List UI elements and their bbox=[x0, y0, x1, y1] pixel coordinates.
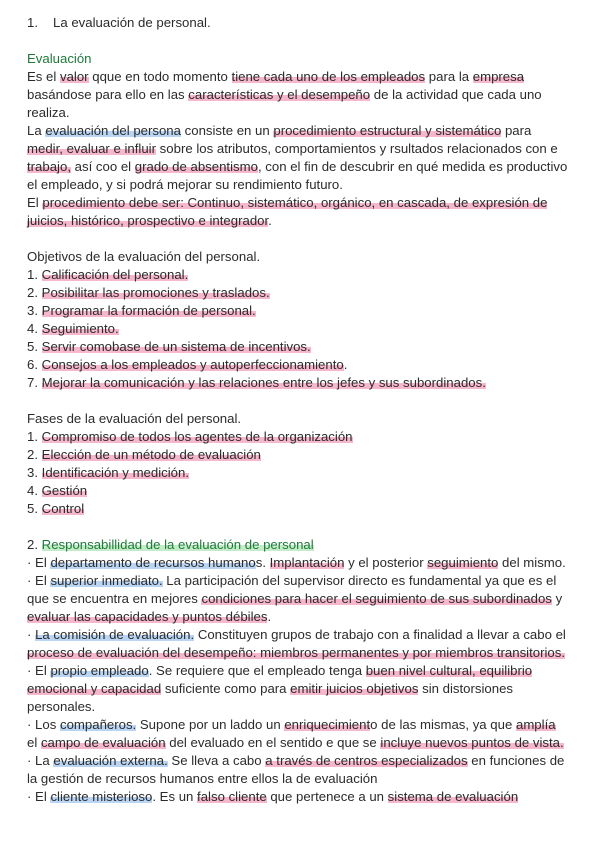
text-segment: de la actividad que cada uno bbox=[370, 87, 542, 102]
text-segment: 6. bbox=[27, 357, 42, 372]
text-line bbox=[27, 500, 578, 518]
document-title bbox=[27, 14, 578, 32]
title-text: La evaluación de personal. bbox=[53, 15, 211, 30]
text-segment: · La bbox=[27, 753, 54, 768]
highlight-blue: evaluación externa. bbox=[53, 753, 168, 768]
text-segment: sobre los atributos, comportamientos y rsultados relacionados con e bbox=[156, 141, 558, 156]
text-segment: · El bbox=[27, 555, 51, 570]
text-line bbox=[27, 356, 578, 374]
text-line bbox=[27, 194, 578, 212]
text-segment: · El bbox=[27, 573, 51, 588]
text-segment: el bbox=[27, 735, 41, 750]
text-segment: La participación del supervisor directo es fundamental ya que es el bbox=[162, 573, 557, 588]
highlight-pink: Consejos a los empleados y autoperfeccionamiento bbox=[41, 357, 344, 372]
text-segment: o de las mismas, ya que bbox=[370, 717, 516, 732]
highlight-pink: Servir comobase de un sistema de incentivos. bbox=[41, 339, 311, 354]
text-segment: y bbox=[551, 591, 563, 606]
highlight-pink: a través de centros especializados bbox=[265, 753, 468, 768]
highlight-pink: proceso de evaluación del desempeño: miembros permanentes y por miembros transitorios. bbox=[27, 645, 566, 660]
text-line bbox=[27, 284, 578, 302]
text-line bbox=[27, 608, 578, 626]
highlight-pink: procedimiento estructural y sistemático bbox=[273, 123, 502, 138]
blank-line bbox=[27, 392, 578, 410]
text-line bbox=[27, 212, 578, 230]
text-line bbox=[27, 590, 578, 608]
text-segment: , con el fin de descubrir en qué medida es productivo bbox=[257, 159, 568, 174]
text-line bbox=[27, 572, 578, 590]
text-line bbox=[27, 482, 578, 500]
highlight-pink: trabajo, bbox=[27, 159, 71, 174]
text-segment: para bbox=[501, 123, 532, 138]
highlight-blue: compañeros. bbox=[59, 717, 137, 732]
text-line bbox=[27, 716, 578, 734]
text-segment: Objetivos de la evaluación del personal. bbox=[27, 249, 261, 264]
text-segment: . bbox=[267, 609, 272, 624]
text-segment: 2. bbox=[27, 537, 42, 552]
text-segment: El bbox=[27, 195, 43, 210]
highlight-pink: tiene cada uno de los empleados bbox=[231, 69, 426, 84]
text-segment: 2. bbox=[27, 447, 42, 462]
text-line bbox=[27, 104, 578, 122]
highlight-pink: incluye nuevos puntos de vista. bbox=[380, 735, 564, 750]
highlight-blue: evaluación del persona bbox=[45, 123, 181, 138]
highlight-pink: Elección de un método de evaluación bbox=[41, 447, 261, 462]
text-segment: . Se requiere que el empleado tenga bbox=[148, 663, 366, 678]
text-segment: . bbox=[343, 357, 348, 372]
text-line bbox=[27, 698, 578, 716]
highlight-pink: Seguimiento. bbox=[41, 321, 119, 336]
text-segment: Supone por un laddo un bbox=[136, 717, 285, 732]
text-line bbox=[27, 752, 578, 770]
highlight-blue: departamento de recursos humano bbox=[50, 555, 256, 570]
text-segment: del evaluado en el sentido e que se bbox=[165, 735, 381, 750]
highlight-pink: Control bbox=[41, 501, 85, 516]
text-segment: sin distorsiones bbox=[418, 681, 513, 696]
highlight-pink: características y el desempeño bbox=[188, 87, 371, 102]
highlight-pink: Implantación bbox=[269, 555, 345, 570]
text-segment: · Los bbox=[27, 717, 60, 732]
highlight-pink: Compromiso de todos los agentes de la organización bbox=[41, 429, 353, 444]
text-line bbox=[27, 338, 578, 356]
text-line bbox=[27, 50, 578, 68]
text-segment: basándose para ello en las bbox=[27, 87, 189, 102]
text-segment: Es el bbox=[27, 69, 60, 84]
text-segment: suficiente como para bbox=[161, 681, 291, 696]
text-line bbox=[27, 86, 578, 104]
highlight-pink: valor bbox=[59, 69, 89, 84]
highlight-pink: buen nivel cultural, equilibrio bbox=[365, 663, 533, 678]
text-segment: personales. bbox=[27, 699, 96, 714]
highlight-blue: cliente misterioso bbox=[50, 789, 153, 804]
text-line bbox=[27, 320, 578, 338]
text-line bbox=[27, 626, 578, 644]
highlight-pink: falso cliente bbox=[197, 789, 267, 804]
text-line bbox=[27, 248, 578, 266]
text-segment: s. bbox=[255, 555, 270, 570]
text-line bbox=[27, 464, 578, 482]
blank-line bbox=[27, 230, 578, 248]
text-line bbox=[27, 536, 578, 554]
text-segment: La bbox=[27, 123, 46, 138]
highlight-pink: Mejorar la comunicación y las relaciones entre los jefes y sus subordinados. bbox=[41, 375, 486, 390]
highlight-pink: empresa bbox=[472, 69, 525, 84]
highlight-pink: medir, evaluar e influir bbox=[27, 141, 157, 156]
text-line bbox=[27, 644, 578, 662]
text-segment: la gestión de recursos humanos entre ellos la de evaluación bbox=[27, 771, 378, 786]
text-line bbox=[27, 770, 578, 788]
text-line bbox=[27, 302, 578, 320]
text-segment: en funciones de bbox=[467, 753, 565, 768]
text-segment: el empleado, y si podrá mejorar su rendimiento futuro. bbox=[27, 177, 343, 192]
text-line bbox=[27, 122, 578, 140]
text-line bbox=[27, 374, 578, 392]
text-line bbox=[27, 680, 578, 698]
highlight-blue: propio empleado bbox=[50, 663, 149, 678]
text-segment: 5. bbox=[27, 501, 42, 516]
highlight-pink: emocional y capacidad bbox=[27, 681, 162, 696]
text-line bbox=[27, 140, 578, 158]
highlight-pink: evaluar las capacidades y puntos débiles bbox=[27, 609, 268, 624]
text-line bbox=[27, 428, 578, 446]
text-segment: así coo el bbox=[71, 159, 135, 174]
text-segment: 2. bbox=[27, 285, 42, 300]
highlight-pink: enriquecimient bbox=[284, 717, 371, 732]
text-segment: realiza. bbox=[27, 105, 70, 120]
document-body bbox=[27, 32, 578, 806]
text-segment: 3. bbox=[27, 465, 42, 480]
text-segment: 4. bbox=[27, 483, 42, 498]
highlight-pink: Identificación y medición. bbox=[41, 465, 190, 480]
text-segment: 1. bbox=[27, 429, 42, 444]
text-segment: . Es un bbox=[152, 789, 198, 804]
blank-line bbox=[27, 518, 578, 536]
highlight-pink: Calificación del personal. bbox=[41, 267, 189, 282]
text-line bbox=[27, 266, 578, 284]
blank-line bbox=[27, 32, 578, 50]
text-line bbox=[27, 68, 578, 86]
text-segment: Fases de la evaluación del personal. bbox=[27, 411, 242, 426]
text-segment: Se lleva a cabo bbox=[167, 753, 266, 768]
text-line bbox=[27, 554, 578, 572]
highlight-pink: emitir juicios objetivos bbox=[290, 681, 419, 696]
text-segment: Constituyen grupos de trabajo con a finalidad a llevar a cabo el bbox=[194, 627, 566, 642]
highlight-pink: procedimiento debe ser: Continuo, sistemático, orgánico, en cascada, de expresión de bbox=[42, 195, 548, 210]
highlight-green: Responsabillidad de la evaluación de personal bbox=[41, 537, 314, 552]
text-segment: del mismo. bbox=[498, 555, 566, 570]
text-segment: y el posterior bbox=[344, 555, 428, 570]
text-line bbox=[27, 662, 578, 680]
highlight-pink: condiciones para hacer el seguimiento de sus subordinados bbox=[201, 591, 552, 606]
text-segment: · El bbox=[27, 789, 51, 804]
text-segment: 7. bbox=[27, 375, 42, 390]
text-segment: 5. bbox=[27, 339, 42, 354]
text-segment: consiste en un bbox=[180, 123, 274, 138]
text-segment: . bbox=[268, 213, 272, 228]
text-line bbox=[27, 446, 578, 464]
text-line bbox=[27, 158, 578, 176]
text-segment: que pertenece a un bbox=[266, 789, 388, 804]
text-line bbox=[27, 734, 578, 752]
text-line bbox=[27, 410, 578, 428]
text-segment: · El bbox=[27, 663, 51, 678]
highlight-pink: Programar la formación de personal. bbox=[41, 303, 256, 318]
title-number: 1. bbox=[27, 15, 38, 30]
text-line bbox=[27, 176, 578, 194]
highlight-pink: juicios, histórico, prospectivo e integrador bbox=[27, 213, 269, 228]
text-segment: 1. bbox=[27, 267, 42, 282]
highlight-pink: sistema de evaluación bbox=[387, 789, 519, 804]
highlight-blue: superior inmediato. bbox=[50, 573, 163, 588]
highlight-pink: seguimiento bbox=[427, 555, 499, 570]
text-segment: 4. bbox=[27, 321, 42, 336]
text-segment: para la bbox=[425, 69, 473, 84]
text-segment: 3. bbox=[27, 303, 42, 318]
section-heading: Evaluación bbox=[27, 51, 92, 66]
text-segment: que se encuentra en mejores bbox=[27, 591, 202, 606]
text-segment: · bbox=[27, 627, 36, 642]
highlight-pink: Posibilitar las promociones y traslados. bbox=[41, 285, 270, 300]
highlight-pink: amplía bbox=[515, 717, 556, 732]
text-segment: qque en todo momento bbox=[88, 69, 232, 84]
highlight-blue: La comisión de evaluación. bbox=[35, 627, 195, 642]
text-line bbox=[27, 788, 578, 806]
highlight-pink: Gestión bbox=[41, 483, 88, 498]
highlight-pink: campo de evaluación bbox=[40, 735, 166, 750]
highlight-pink: grado de absentismo bbox=[134, 159, 258, 174]
